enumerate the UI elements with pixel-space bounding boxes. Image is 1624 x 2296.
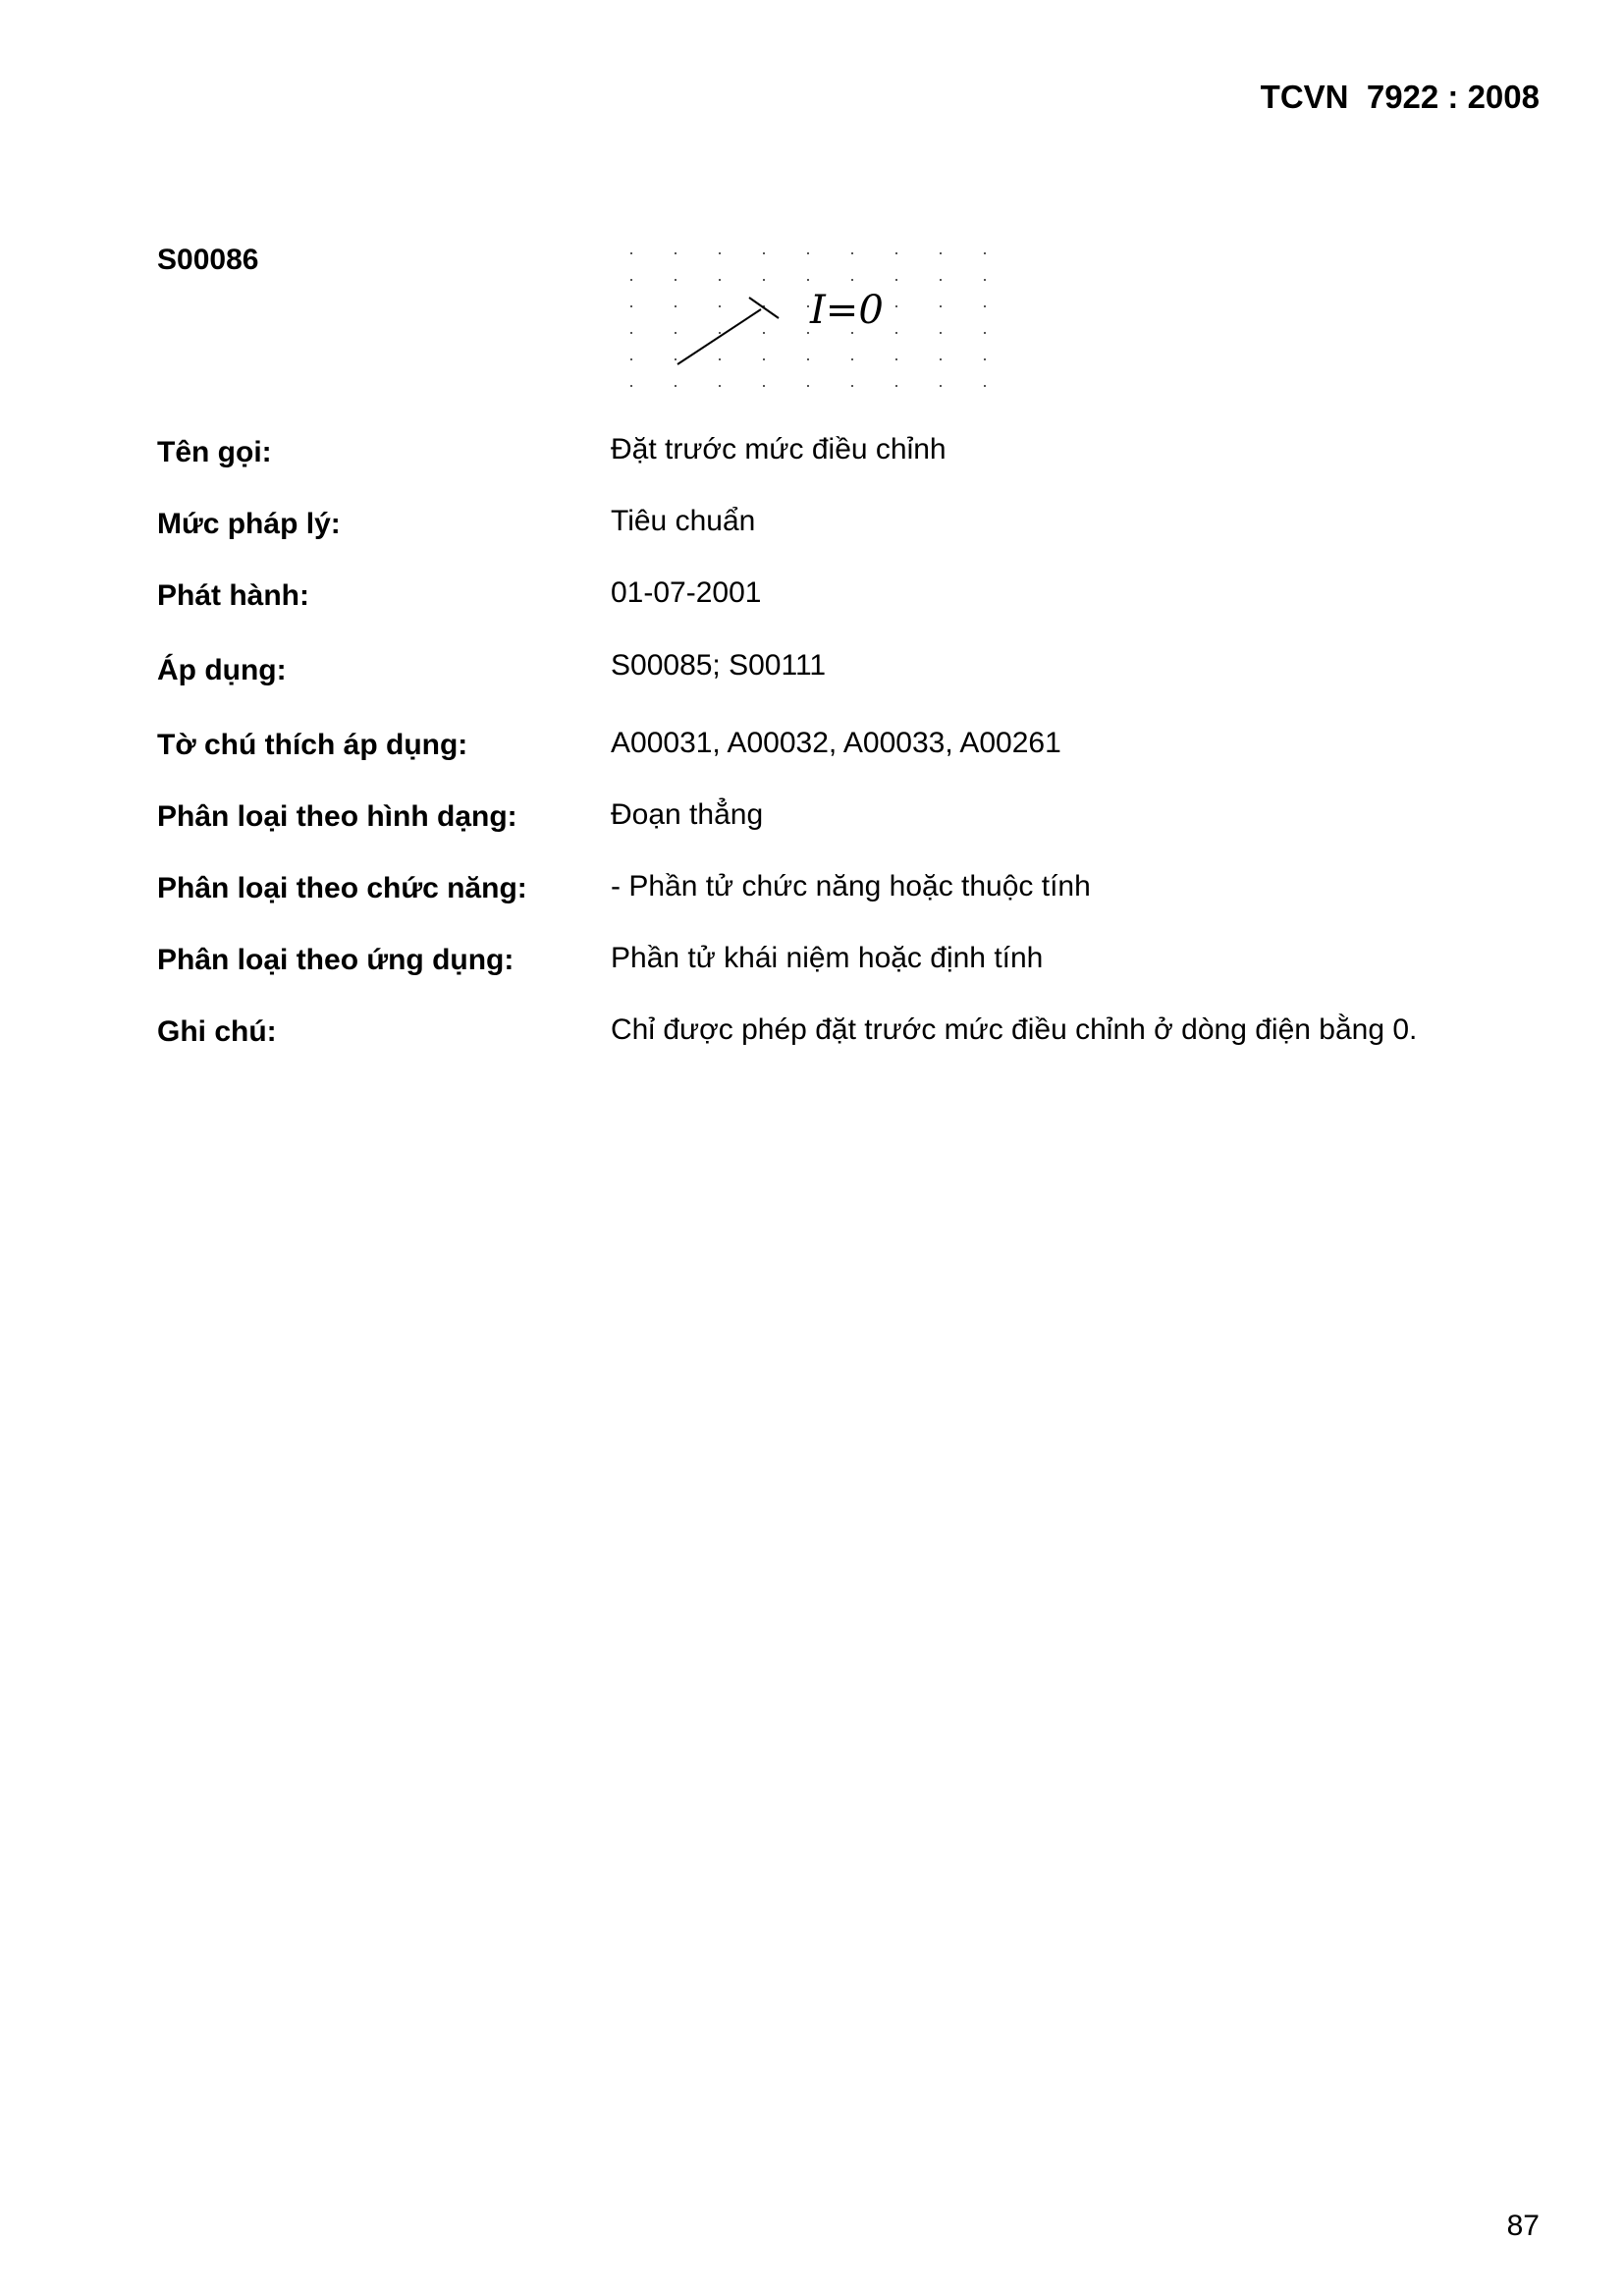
grid-dot: [984, 332, 986, 334]
current-zero-label: I=0: [810, 288, 884, 333]
grid-dot: [851, 279, 853, 281]
grid-dot: [675, 279, 677, 281]
field-row-pl-chuc-nang: [0, 872, 1624, 919]
field-value-ten-goi: Đặt trước mức điều chỉnh: [611, 433, 947, 465]
grid-dot: [807, 252, 809, 254]
field-row-ap-dung: [0, 649, 1624, 701]
field-row-ten-goi: [0, 433, 1624, 483]
grid-dot: [630, 332, 632, 334]
field-value-pl-chuc-nang: - Phần tử chức năng hoặc thuộc tính: [611, 870, 1091, 902]
grid-dot: [807, 332, 809, 334]
field-label-ten-goi: Tên gọi:: [157, 436, 272, 468]
grid-dot: [763, 252, 765, 254]
grid-dot: [895, 332, 897, 334]
grid-dot: [807, 279, 809, 281]
grid-dot: [630, 385, 632, 387]
grid-dot: [807, 358, 809, 360]
field-row-to-chu-thich: [0, 729, 1624, 776]
grid-dot: [895, 279, 897, 281]
grid-dot: [895, 252, 897, 254]
field-value-pl-ung-dung: Phần tử khái niệm hoặc định tính: [611, 942, 1044, 974]
field-row-ghi-chu: [0, 1015, 1624, 1063]
field-row-phat-hanh: [0, 576, 1624, 627]
field-label-pl-ung-dung: Phân loại theo ứng dụng:: [157, 944, 514, 976]
field-label-phat-hanh: Phát hành:: [157, 579, 309, 612]
grid-dot: [719, 332, 721, 334]
field-label-ghi-chu: Ghi chú:: [157, 1015, 277, 1048]
grid-dot: [940, 385, 942, 387]
grid-dot: [719, 385, 721, 387]
grid-dot: [851, 252, 853, 254]
field-row-pl-ung-dung: [0, 944, 1624, 991]
grid-dot: [984, 385, 986, 387]
grid-dot: [851, 358, 853, 360]
grid-dot: [851, 385, 853, 387]
field-value-phat-hanh: 01-07-2001: [611, 576, 762, 609]
field-value-ap-dung: S00085; S00111: [611, 649, 827, 682]
grid-dot: [719, 305, 721, 307]
grid-dot: [630, 279, 632, 281]
grid-dot: [940, 332, 942, 334]
field-label-ap-dung: Áp dụng:: [157, 654, 287, 686]
grid-dot: [984, 279, 986, 281]
grid-dot: [675, 358, 677, 360]
preset-adjustment-symbol-figure: [619, 239, 1001, 398]
field-label-pl-hinh-dang: Phân loại theo hình dạng:: [157, 800, 517, 833]
grid-dot: [984, 305, 986, 307]
grid-dot: [940, 358, 942, 360]
field-label-to-chu-thich: Tờ chú thích áp dụng:: [157, 729, 468, 761]
grid-dot: [719, 279, 721, 281]
grid-dot: [940, 252, 942, 254]
grid-dot: [940, 305, 942, 307]
field-label-pl-chuc-nang: Phân loại theo chức năng:: [157, 872, 527, 904]
field-value-muc-phap-ly: Tiêu chuẩn: [611, 505, 756, 537]
grid-dot: [719, 358, 721, 360]
symbol-id: S00086: [157, 244, 259, 276]
grid-dot: [895, 358, 897, 360]
grid-dot: [984, 358, 986, 360]
page-number: 87: [1506, 2210, 1540, 2242]
grid-dot: [763, 332, 765, 334]
grid-dot: [984, 252, 986, 254]
grid-dot: [630, 252, 632, 254]
grid-dot: [675, 305, 677, 307]
grid-dot: [895, 305, 897, 307]
grid-dot: [675, 332, 677, 334]
field-value-to-chu-thich: A00031, A00032, A00033, A00261: [611, 727, 1061, 759]
grid-dot: [763, 358, 765, 360]
field-value-ghi-chu: Chỉ được phép đặt trước mức điều chỉnh ở dòng điện bằng 0.: [611, 1013, 1418, 1046]
grid-dot: [630, 305, 632, 307]
grid-dot: [719, 252, 721, 254]
field-label-muc-phap-ly: Mức pháp lý:: [157, 508, 341, 540]
grid-dot: [763, 279, 765, 281]
grid-dot: [895, 385, 897, 387]
grid-dot: [940, 279, 942, 281]
field-value-pl-hinh-dang: Đoạn thẳng: [611, 798, 764, 831]
field-row-muc-phap-ly: [0, 505, 1624, 555]
standard-header: TCVN 7922 : 2008: [1260, 79, 1540, 115]
grid-dot: [675, 385, 677, 387]
grid-dot: [630, 358, 632, 360]
grid-dot: [763, 385, 765, 387]
grid-dot: [807, 305, 809, 307]
grid-dot: [807, 385, 809, 387]
dot-grid: [630, 252, 986, 387]
grid-dot: [675, 252, 677, 254]
field-row-pl-hinh-dang: [0, 800, 1624, 847]
diagonal-stroke: [677, 309, 761, 364]
